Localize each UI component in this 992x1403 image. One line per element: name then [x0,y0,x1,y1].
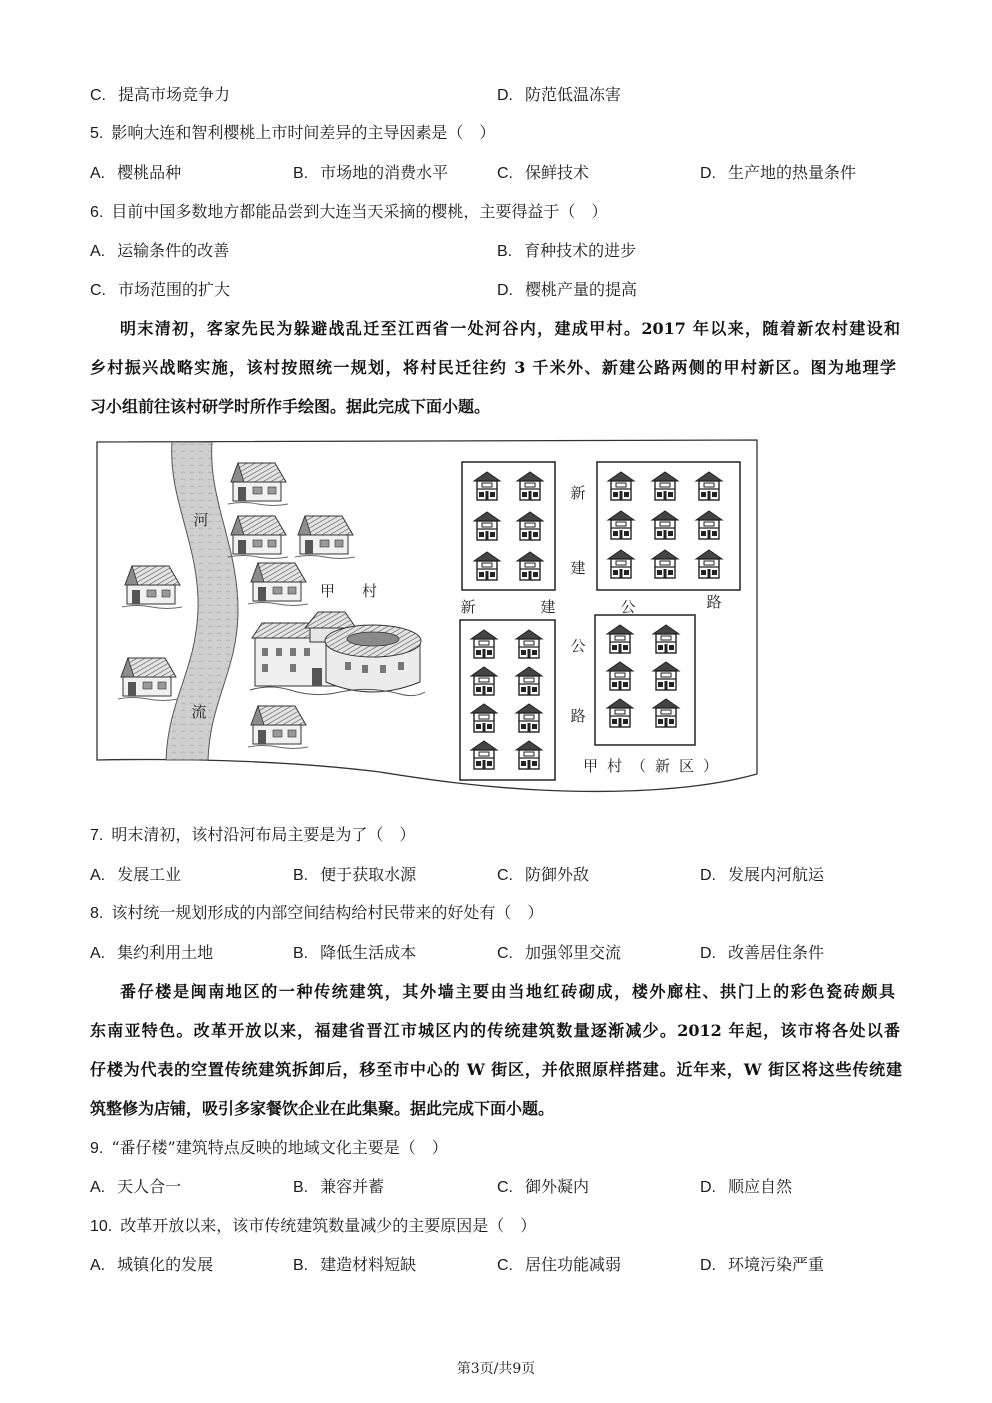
q6-option-b [497,239,636,263]
q10-option-a [90,1253,213,1277]
passage1-line: 明末清初，客家先民为躲避战乱迁至江西省一处河谷内，建成甲村。2017 年以来，随着新农村建设和 [120,319,900,338]
option-letter: C. [497,1179,513,1196]
option-text: 居住功能减弱 [525,1255,622,1274]
question-text: 影响大连和智利樱桃上市时间差异的主导因素是（ ） [111,123,496,142]
road-vertical-label-char: 路 [570,707,586,725]
q6-option-c [90,278,230,302]
q5-option-a [90,161,181,185]
road-vertical-label-char: 公 [570,637,586,655]
q7-option-d [700,863,824,887]
option-letter: B. [293,945,309,962]
prev-option-d [497,83,621,107]
road-horizontal-label-char: 路 [706,593,722,611]
q5-stem [90,121,495,145]
road-horizontal-label-char: 新 [460,598,476,616]
option-text: 运输条件的改善 [117,241,230,260]
river-label-char: 河 [193,511,209,529]
option-letter: D. [497,87,513,104]
q7-option-b [293,863,416,887]
option-letter: B. [293,1257,309,1274]
q6-option-d [497,278,637,302]
option-letter: D. [700,1257,716,1274]
option-letter: A. [90,867,106,884]
option-text: 樱桃产量的提高 [525,280,638,299]
new-district-label: 甲村（新区） [583,757,728,775]
river-label-char: 流 [191,703,207,721]
passage1-line: 习小组前往该村研学时所作手绘图。据此完成下面小题。 [90,397,491,416]
q6-stem [90,200,607,224]
option-letter: B. [293,165,309,182]
question-text: 改革开放以来，该市传统建筑数量减少的主要原因是（ ） [120,1216,537,1235]
question-text: 该村统一规划形成的内部空间结构给村民带来的好处有（ ） [111,903,544,922]
old-house-icon [228,516,288,559]
old-house-icon [248,563,308,606]
q8-option-b [293,941,416,965]
option-text: 兼容并蓄 [320,1177,385,1196]
option-letter: C. [497,867,513,884]
old-house-icon [228,463,288,506]
q5-option-d [700,161,856,185]
road-horizontal-label-char: 公 [620,598,636,616]
option-text: 生产地的热量条件 [728,163,857,182]
option-text: 市场地的消费水平 [320,163,449,182]
option-text: 集约利用土地 [117,943,214,962]
option-text: 便于获取水源 [320,865,417,884]
option-text: 御外凝内 [525,1177,590,1196]
option-text: 育种技术的进步 [524,241,637,260]
option-text: 樱桃品种 [117,163,182,182]
question-number: 10. [90,1218,113,1235]
option-letter: B. [293,1179,309,1196]
q5-option-c [497,161,589,185]
passage2-line: 东南亚特色。改革开放以来，福建省晋江市城区内的传统建筑数量逐渐减少。2012 年起，该市将各处以番 [90,1021,900,1040]
passage1-line: 乡村振兴战略实施，该村按照统一规划，将村民迁往约 3 千米外、新建公路两侧的甲村新区。图为地理学 [90,358,896,377]
option-letter: D. [700,165,716,182]
option-text: 防御外敌 [525,865,590,884]
q9-option-d [700,1175,792,1199]
q9-option-b [293,1175,384,1199]
passage2-line: 番仔楼是闽南地区的一种传统建筑，其外墙主要由当地红砖砌成，楼外廊柱、拱门上的彩色瓷砖颇具 [120,982,895,1001]
option-text: 提高市场竞争力 [118,85,231,104]
option-letter: D. [700,867,716,884]
q10-option-b [293,1253,416,1277]
q8-option-a [90,941,213,965]
option-text: 保鲜技术 [525,163,590,182]
option-text: 发展内河航运 [728,865,825,884]
q9-option-c [497,1175,589,1199]
passage2-line: 仔楼为代表的空置传统建筑拆卸后，移至市中心的 W 街区，并依照原样搭建。近年来，W 街区将这些传统建 [90,1060,902,1079]
question-text: 明末清初，该村沿河布局主要是为了（ ） [111,825,416,844]
option-letter: C. [90,282,106,299]
road-vertical-label-char: 建 [570,559,586,577]
option-text: 发展工业 [117,865,182,884]
option-letter: D. [700,1179,716,1196]
option-letter: A. [90,1179,106,1196]
village-sketch-map [92,436,764,796]
old-house-icon [118,658,178,701]
option-text: 建造材料短缺 [320,1255,417,1274]
option-text: 防范低温冻害 [525,85,622,104]
option-letter: C. [497,1257,513,1274]
prev-option-c [90,83,230,107]
option-text: 加强邻里交流 [525,943,622,962]
page-number-footer: 第3页/共9页 [456,1361,536,1377]
question-number: 9. [90,1140,104,1157]
question-text: “番仔楼”建筑特点反映的地域文化主要是（ ） [111,1138,448,1157]
option-letter: A. [90,243,106,260]
option-letter: A. [90,1257,106,1274]
q10-option-d [700,1253,824,1277]
q6-option-a [90,239,229,263]
option-letter: C. [497,165,513,182]
q7-option-a [90,863,181,887]
road-vertical-label-char: 新 [570,484,586,502]
option-letter: B. [293,867,309,884]
option-letter: D. [700,945,716,962]
passage2-line: 筑整修为店铺，吸引多家餐饮企业在此集聚。据此完成下面小题。 [90,1099,555,1118]
option-text: 降低生活成本 [320,943,417,962]
option-text: 顺应自然 [728,1177,793,1196]
road-horizontal-label-char: 建 [540,598,556,616]
old-village-label: 甲村 [320,582,405,600]
q7-stem [90,823,415,847]
option-letter: B. [497,243,513,260]
option-text: 天人合一 [117,1177,182,1196]
q9-option-a [90,1175,181,1199]
q7-option-c [497,863,589,887]
option-letter: C. [90,87,106,104]
question-number: 5. [90,125,104,142]
option-text: 市场范围的扩大 [118,280,231,299]
option-letter: A. [90,165,106,182]
old-house-icon [248,706,308,749]
q10-stem [90,1214,536,1238]
q10-option-c [497,1253,621,1277]
option-letter: A. [90,945,106,962]
q9-stem [90,1136,448,1160]
question-text: 目前中国多数地方都能品尝到大连当天采摘的樱桃，主要得益于（ ） [111,202,608,221]
q5-option-b [293,161,448,185]
old-house-icon [122,566,182,609]
option-text: 城镇化的发展 [117,1255,214,1274]
question-number: 6. [90,204,104,221]
q8-stem [90,901,543,925]
option-text: 改善居住条件 [728,943,825,962]
q8-option-d [700,941,824,965]
option-letter: D. [497,282,513,299]
q8-option-c [497,941,621,965]
old-house-icon [295,516,355,559]
option-letter: C. [497,945,513,962]
option-text: 环境污染严重 [728,1255,825,1274]
question-number: 7. [90,827,104,844]
question-number: 8. [90,905,104,922]
